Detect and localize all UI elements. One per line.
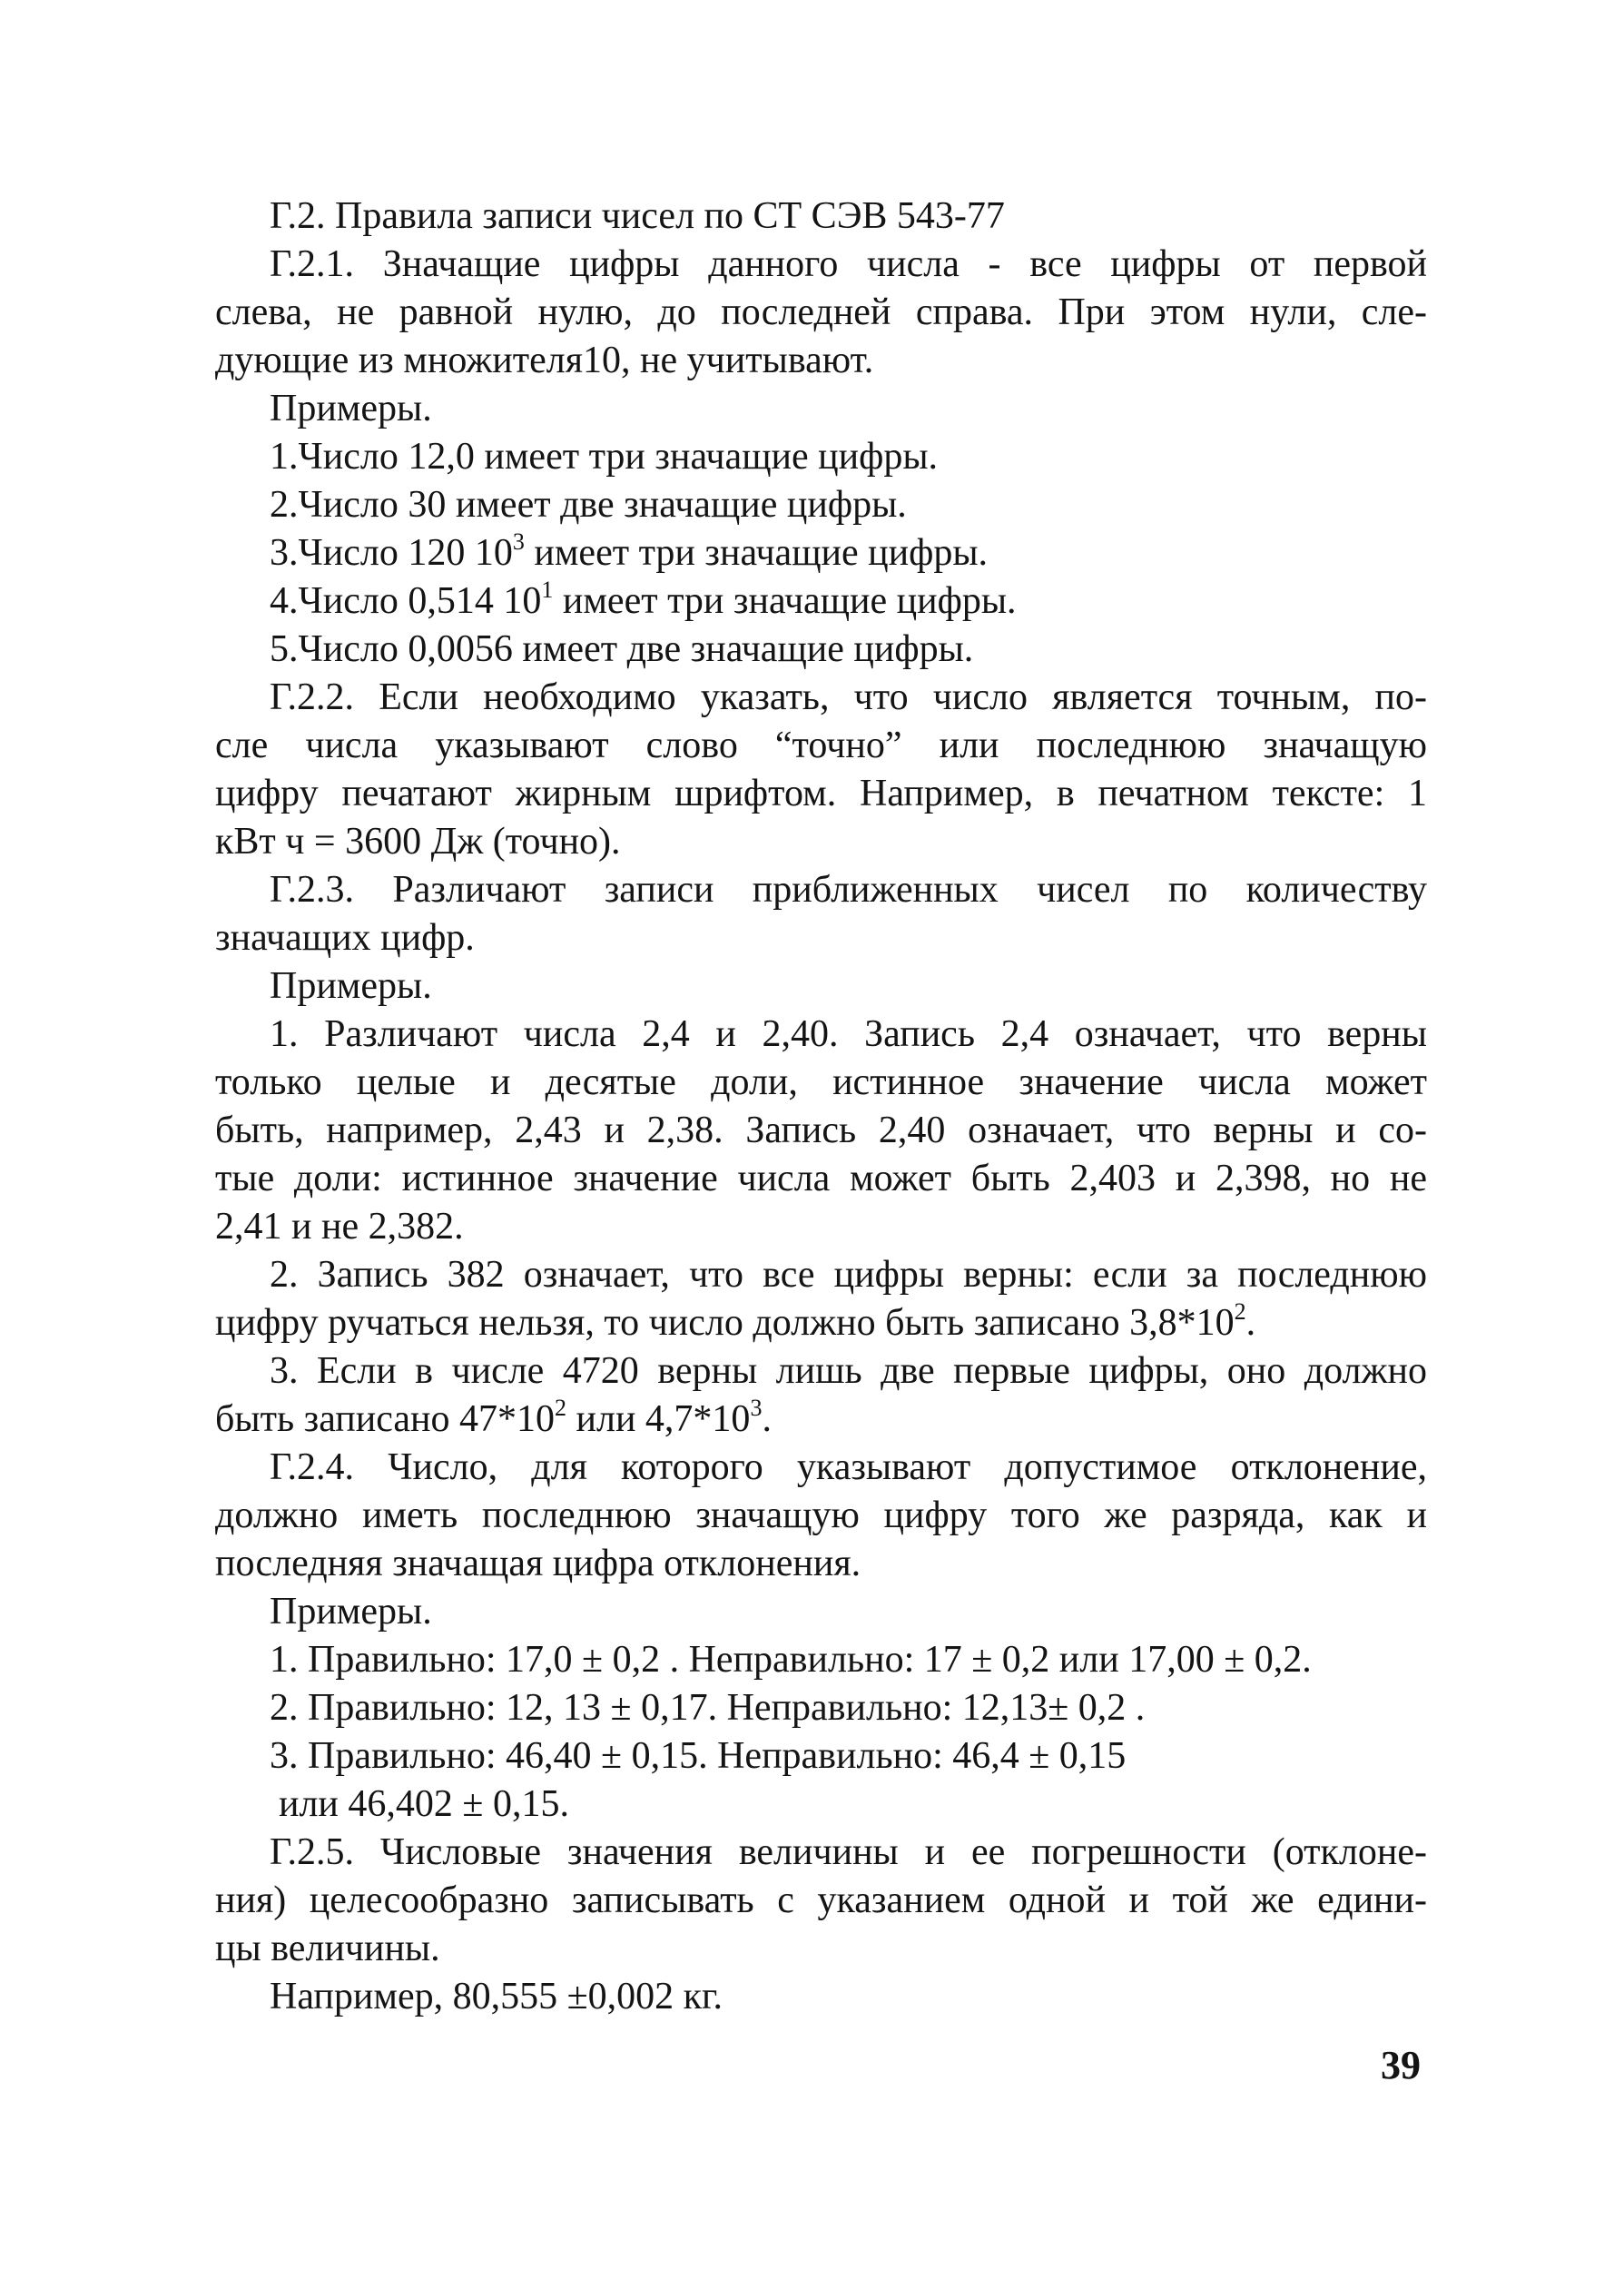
text-line: тые доли: истинное значение числа может быть 2,403 и 2,398, но не (215, 1158, 1427, 1199)
text-line: 3. Если в числе 4720 верны лишь две первые цифры, оно должно (270, 1350, 1427, 1392)
paragraph-g-2-1 (215, 241, 1427, 385)
text-line: 1. Различают числа 2,4 и 2,40. Запись 2,4 означает, что верны (270, 1013, 1427, 1055)
example-text: . (1245, 1302, 1256, 1344)
example-item: 5.Число 0,0056 имеет две значащие цифры. (270, 628, 974, 670)
example-paragraph (215, 1251, 1427, 1347)
paragraph-g-2-4 (215, 1444, 1427, 1588)
text-line: сле числа указывают слово “точно” или последнюю значащую (215, 725, 1427, 766)
text-line: только целые и десятые доли, истинное значение числа может (215, 1061, 1427, 1103)
text-line: 2. Запись 382 означает, что все цифры верны: если за последнюю (270, 1254, 1427, 1296)
text-line: цы величины. (215, 1928, 440, 1969)
example-text: быть записано 47*10 (215, 1398, 556, 1440)
exponent: 3 (512, 528, 525, 555)
text-line: дующие из множителя10, не учитывают. (215, 340, 874, 381)
paragraph-g-2-5 (215, 1829, 1427, 1973)
example-text: 3.Число 120 10 (270, 532, 513, 574)
text-line: Г.2.3. Различают записи приближенных чисел по количеству (270, 869, 1427, 911)
text-line: Г.2.5. Числовые значения величины и ее погрешности (отклоне- (270, 1831, 1427, 1873)
text-line: слева, не равной нулю, до последней справа. При этом нули, сле- (215, 291, 1427, 333)
example-text: 4.Число 0,514 10 (270, 580, 542, 622)
example-item: 1.Число 12,0 имеет три значащие цифры. (270, 436, 939, 478)
text-line: должно иметь последнюю значащую цифру того же разряда, как и (215, 1495, 1427, 1536)
text-line (215, 1299, 1427, 1347)
final-example: Например, 80,555 ±0,002 кг. (270, 1976, 723, 2017)
example-paragraph (215, 1011, 1427, 1251)
examples-label: Примеры. (270, 388, 432, 429)
example-item: 1. Правильно: 17,0 ± 0,2 . Неправильно: 17 ± 0,2 или 17,00 ± 0,2. (270, 1639, 1312, 1681)
paragraph-g-2-3 (215, 866, 1427, 962)
text-line (215, 1396, 1427, 1444)
example-item: 3. Правильно: 46,40 ± 0,15. Неправильно: 46,4 ± 0,15 (270, 1735, 1127, 1777)
text-line: быть, например, 2,43 и 2,38. Запись 2,40 означает, что верны и со- (215, 1110, 1427, 1151)
example-item: 2. Правильно: 12, 13 ± 0,17. Неправильно: 12,13± 0,2 . (270, 1687, 1146, 1729)
section-heading: Г.2. Правила записи чисел по СТ СЭВ 543-77 (270, 195, 1005, 237)
exponent: 2 (555, 1395, 567, 1421)
example-paragraph (215, 1347, 1427, 1444)
example-text: имеет три значащие цифры. (553, 580, 1017, 622)
exponent: 2 (1234, 1298, 1246, 1325)
text-line: кВт ч = 3600 Дж (точно). (215, 821, 621, 863)
example-text: цифру ручаться нельзя, то число должно быть записано 3,8*10 (215, 1302, 1235, 1344)
document-page (215, 192, 1427, 2021)
text-line: цифру печатают жирным шрифтом. Например, в печатном тексте: 1 (215, 773, 1427, 814)
page-number: 39 (1381, 2043, 1421, 2087)
text-line: ния) целесообразно записывать с указанием одной и той же едини- (215, 1879, 1427, 1921)
text-line: Г.2.4. Число, для которого указывают допустимое отклонение, (270, 1446, 1427, 1488)
text-line: последняя значащая цифра отклонения. (215, 1543, 861, 1584)
example-item: 2.Число 30 имеет две значащие цифры. (270, 484, 907, 526)
paragraph-g-2-2 (215, 674, 1427, 866)
examples-label: Примеры. (270, 965, 432, 1007)
text-line: значащих цифр. (215, 917, 475, 959)
example-item-continuation: или 46,402 ± 0,15. (279, 1783, 569, 1825)
example-item (215, 577, 1427, 626)
text-line: Г.2.2. Если необходимо указать, что число является точным, по- (270, 676, 1427, 718)
example-text: . (762, 1398, 772, 1440)
text-line: Г.2.1. Значащие цифры данного числа - все цифры от первой (270, 243, 1427, 285)
example-text: имеет три значащие цифры. (524, 532, 989, 574)
examples-label: Примеры. (270, 1591, 432, 1633)
example-item (215, 529, 1427, 577)
example-text: или 4,7*10 (566, 1398, 751, 1440)
text-line: 2,41 и не 2,382. (215, 1206, 464, 1248)
exponent: 3 (750, 1395, 763, 1421)
exponent: 1 (541, 577, 554, 603)
